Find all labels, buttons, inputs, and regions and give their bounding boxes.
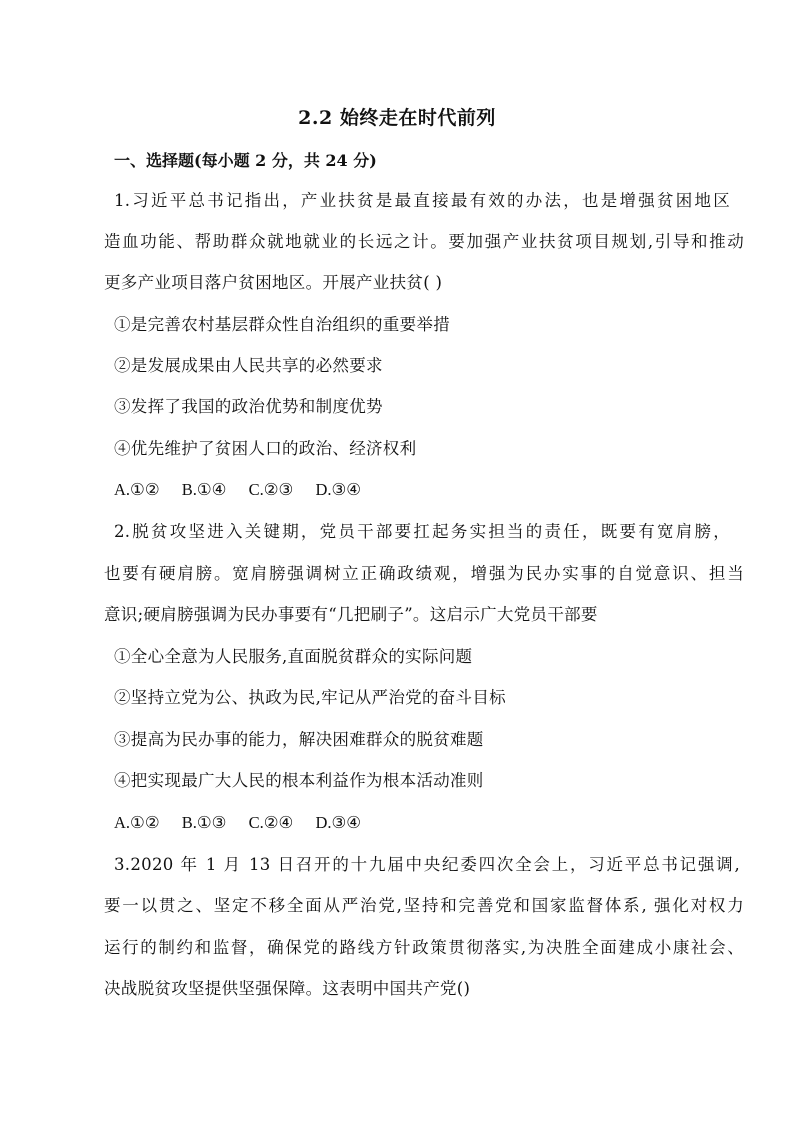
question-2-option-a: A.①②	[114, 813, 160, 832]
question-1-item-4: ④优先维护了贫困人口的政治、经济权利	[114, 439, 417, 458]
question-3-line-1: 3.2020 年 1 月 13 日召开的十九届中央纪委四次全会上，习近平总书记强调,	[114, 855, 740, 874]
question-3-line-3: 运行的制约和监督，确保党的路线方针政策贯彻落实,为决胜全面建成小康社会、	[104, 938, 744, 957]
page-title: 2.2 始终走在时代前列	[298, 107, 496, 129]
question-1-item-3: ③发挥了我国的政治优势和制度优势	[114, 397, 383, 416]
question-1-item-1: ①是完善农村基层群众性自治组织的重要举措	[114, 315, 450, 334]
question-2-option-b: B.①③	[181, 813, 227, 832]
question-2-line-3: 意识;硬肩膀强调为民办事要有“几把刷子”。这启示广大党员干部要	[104, 605, 598, 624]
question-3-line-4: 决战脱贫攻坚提供坚强保障。这表明中国共产党()	[104, 979, 471, 998]
question-2-item-3: ③提高为民办事的能力，解决困难群众的脱贫难题	[114, 730, 484, 749]
question-1-line-1: 1.习近平总书记指出，产业扶贫是最直接最有效的办法，也是增强贫困地区	[114, 191, 730, 210]
question-1-option-a: A.①②	[114, 480, 160, 499]
question-2-option-c: C.②④	[248, 813, 294, 832]
question-2-option-d: D.③④	[315, 813, 362, 832]
question-2-line-2: 也要有硬肩膀。宽肩膀强调树立正确政绩观，增强为民办实事的自觉意识、担当	[104, 564, 744, 583]
question-2-item-1: ①全心全意为人民服务,直面脱贫群众的实际问题	[114, 647, 473, 666]
question-2-options	[114, 811, 379, 835]
question-1-options	[114, 478, 379, 502]
question-1-option-c: C.②③	[248, 480, 294, 499]
question-2-line-1: 2.脱贫攻坚进入关键期，党员干部要扛起务实担当的责任，既要有宽肩膀，	[114, 522, 730, 541]
question-3-line-2: 要一以贯之、坚定不移全面从严治党,坚持和完善党和国家监督体系, 强化对权力	[104, 896, 744, 915]
section-heading: 一、选择题(每小题 2 分，共 24 分)	[114, 151, 377, 170]
question-1-option-d: D.③④	[315, 480, 362, 499]
question-1-item-2: ②是发展成果由人民共享的必然要求	[114, 356, 383, 375]
question-2-item-4: ④把实现最广大人民的根本利益作为根本活动准则	[114, 771, 484, 790]
question-1-option-b: B.①④	[181, 480, 227, 499]
question-1-line-3: 更多产业项目落户贫困地区。开展产业扶贫( )	[104, 273, 443, 292]
question-1-line-2: 造血功能、帮助群众就地就业的长远之计。要加强产业扶贫项目规划,引导和推动	[104, 232, 744, 251]
question-2-item-2: ②坚持立党为公、执政为民,牢记从严治党的奋斗目标	[114, 688, 506, 707]
